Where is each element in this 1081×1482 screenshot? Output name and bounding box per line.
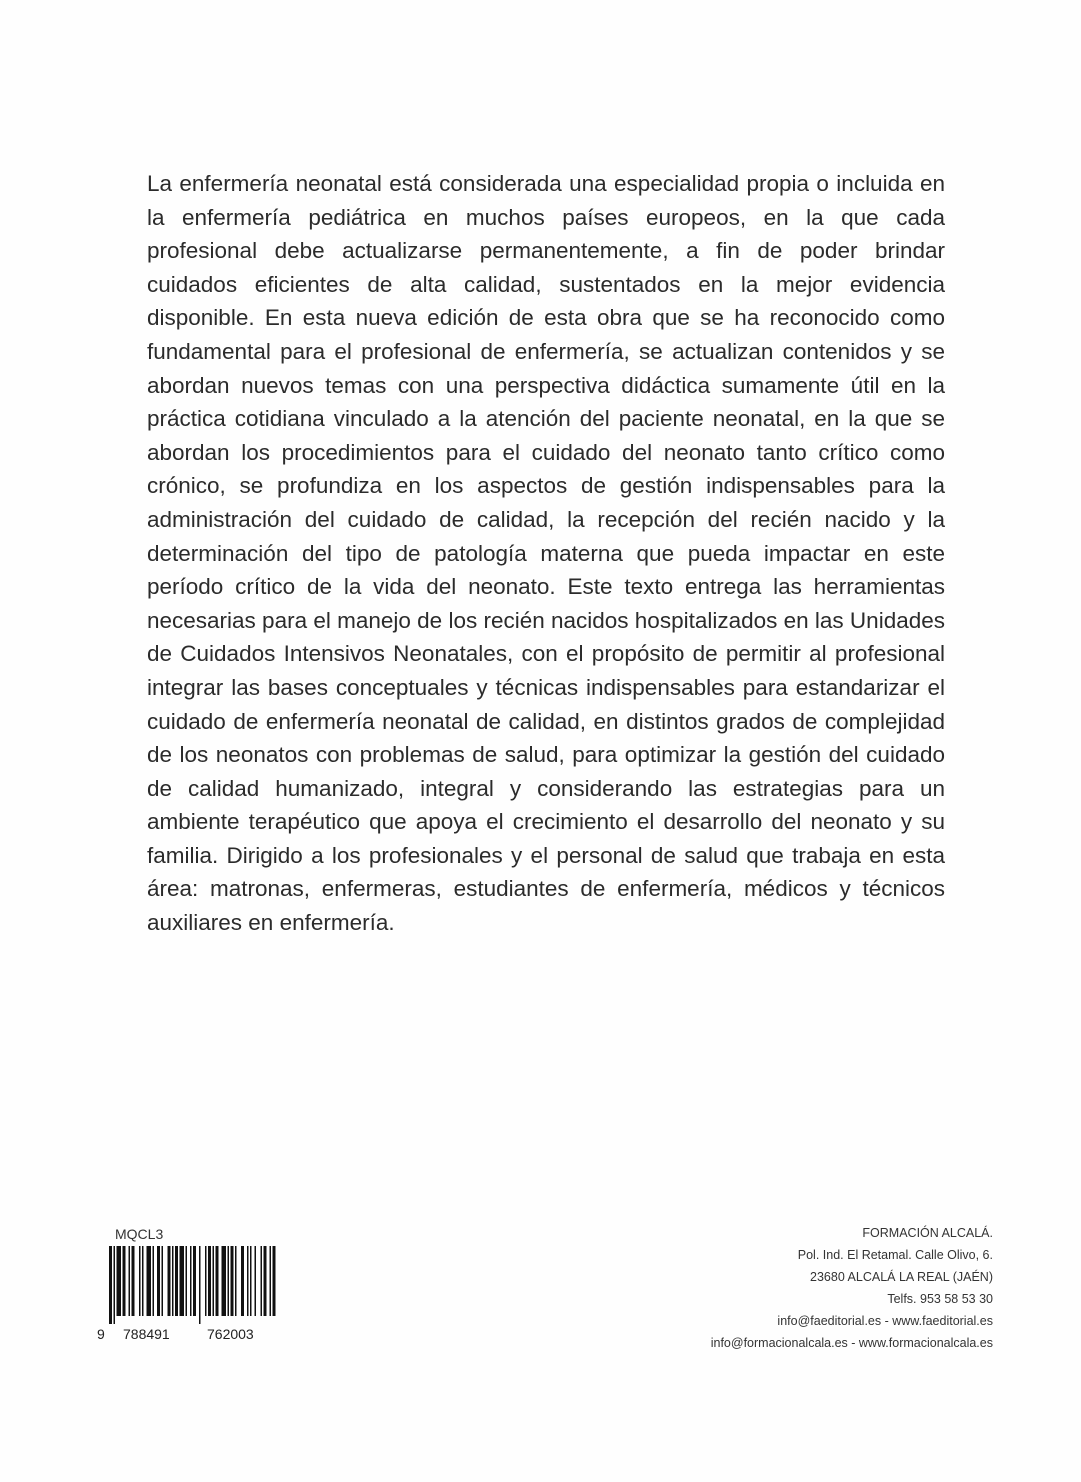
isbn-right-group: 762003 — [207, 1326, 254, 1342]
product-code: MQCL3 — [115, 1226, 164, 1242]
publisher-contact-formacionalcala: info@formacionalcala.es - www.formacionalcala.es — [710, 1336, 993, 1350]
isbn-left-group: 788491 — [123, 1326, 170, 1342]
publisher-contact-faeditorial: info@faeditorial.es - www.faeditorial.es — [777, 1314, 993, 1328]
publisher-name: FORMACIÓN ALCALÁ. — [862, 1226, 993, 1240]
publisher-phone: Telfs. 953 58 53 30 — [887, 1292, 993, 1306]
isbn-digits — [97, 1324, 283, 1346]
isbn-first-digit: 9 — [97, 1326, 105, 1342]
book-description: La enfermería neonatal está considerada una especialidad propia o incluida en la enfermería pediátrica en muchos países europeos, en la que cada profesional debe actualizarse permanentemente, a fin de poder brindar cuidados eficientes de alta calidad, sustentados en la mejor evidencia disponible. En esta nueva edición de esta obra que se ha reconocido como fundamental para el profesional de enfermería, se actualizan contenidos y se abordan nuevos temas con una perspectiva didáctica sumamente útil en la práctica cotidiana vinculado a la atención del paciente neonatal, en la que se abordan los procedimientos para el cuidado del neonato tanto crítico como crónico, se profundiza en los aspectos de gestión indispensables para la administración del cuidado de calidad, la recepción del recién nacido y la determinación del tipo de patología materna que pueda impactar en este período crítico de la vida del neonato. Este texto entrega las herramientas necesarias para el manejo de los recién nacidos hospitalizados en las Unidades de Cuidados Intensivos Neonatales, con el propósito de permitir al profesional integrar las bases conceptuales y técnicas indispensables para estandarizar el cuidado de enfermería neonatal de calidad, en distintos grados de complejidad de los neonatos con problemas de salud, para optimizar la gestión del cuidado de calidad humanizado, integral y considerando las estrategias para un ambiente terapéutico que apoya el crecimiento el desarrollo del neonato y su familia. Dirigido a los profesionales y el personal de salud que trabaja en esta área: matronas, enfermeras, estudiantes de enfermería, médicos y técnicos auxiliares en enfermería. — [147, 171, 945, 936]
publisher-info — [711, 1222, 993, 1354]
publisher-address-line2: 23680 ALCALÁ LA REAL (JAÉN) — [810, 1270, 993, 1284]
publisher-address-line1: Pol. Ind. El Retamal. Calle Olivo, 6. — [797, 1248, 993, 1262]
barcode-block — [97, 1224, 283, 1346]
isbn-barcode — [97, 1246, 283, 1324]
